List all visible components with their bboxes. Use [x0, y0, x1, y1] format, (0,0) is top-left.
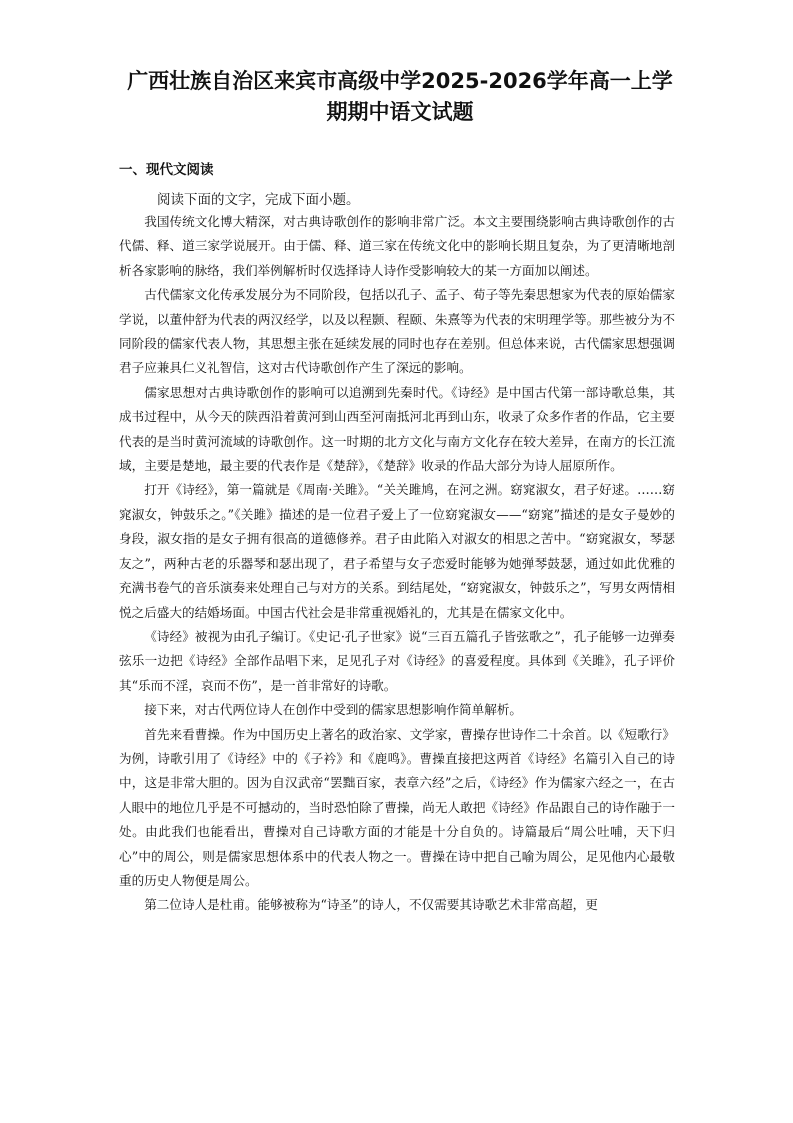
document-title	[100, 66, 700, 128]
paragraph: 接下来，对古代两位诗人在创作中受到的儒家思想影响作简单解析。	[144, 702, 522, 718]
paragraph: 第二位诗人是杜甫。能够被称为“诗圣”的诗人，不仅需要其诗歌艺术非常高超，更	[144, 897, 598, 913]
reading-passage	[119, 210, 675, 918]
paragraph: 我国传统文化博大精深，对古典诗歌创作的影响非常广泛。本文主要围绕影响古典诗歌创作的古代儒、释、道三家学说展开。由于儒、释、道三家在传统文化中的影响长期且复杂，为了更清晰地剖析各家影响的脉络，我们举例解析时仅选择诗人诗作受影响较大的某一方面加以阐述。	[119, 214, 675, 278]
paragraph: 首先来看曹操。作为中国历史上著名的政治家、文学家，曹操存世诗作二十余首。以《短歌行》为例，诗歌引用了《诗经》中的《子衿》和《鹿鸣》。曹操直接把这两首《诗经》名篇引入自己的诗中，这是非常大胆的。因为自汉武帝“罢黜百家，表章六经”之后，《诗经》作为儒家六经之一，在古人眼中的地位几乎是不可撼动的，当时恐怕除了曹操，尚无人敢把《诗经》作品跟自己的诗作融于一处。由此我们也能看出，曹操对自己诗歌方面的才能是十分自负的。诗篇最后“周公吐哺，天下归心”中的周公，则是儒家思想体系中的代表人物之一。曹操在诗中把自己喻为周公，足见他内心最敬重的历史人物便是周公。	[119, 726, 675, 888]
paragraph: 打开《诗经》，第一篇就是《周南·关雎》。“关关雎鸠，在河之洲。窈窕淑女，君子好逑。……窈窕淑女，钟鼓乐之。”《关雎》描述的是一位君子爱上了一位窈窕淑女——“窈窕”描述的是女子曼妙的身段，淑女指的是女子拥有很高的道德修养。君子由此陷入对淑女的相思之苦中。“窈窕淑女，琴瑟友之”，两种古老的乐器琴和瑟出现了，君子希望与女子恋爱时能够为她弹琴鼓瑟，通过如此优雅的充满书卷气的音乐演奏来处理自己与对方的关系。到结尾处，“窈窕淑女，钟鼓乐之”，写男女两情相悦之后盛大的结婚场面。中国古代社会是非常重视婚礼的，尤其是在儒家文化中。	[119, 482, 675, 620]
paragraph: 古代儒家文化传承发展分为不同阶段，包括以孔子、孟子、荀子等先秦思想家为代表的原始儒家学说，以董仲舒为代表的两汉经学，以及以程颢、程颐、朱熹等为代表的宋明理学等。那些被分为不同阶段的儒家代表人物，其思想主张在延续发展的同时也存在差别。但总体来说，古代儒家思想强调君子应兼具仁义礼智信，这对古代诗歌创作产生了深远的影响。	[119, 287, 675, 376]
title-line-1: 广西壮族自治区来宾市高级中学2025-2026学年高一上学	[127, 69, 673, 93]
paragraph: 《诗经》被视为由孔子编订。《史记·孔子世家》说“三百五篇孔子皆弦歌之”，孔子能够一边弹奏弦乐一边把《诗经》全部作品唱下来，足见孔子对《诗经》的喜爱程度。具体到《关雎》，孔子评价其“乐而不淫，哀而不伤”，是一首非常好的诗歌。	[119, 628, 675, 693]
reading-instruction: 阅读下面的文字，完成下面小题。	[157, 192, 360, 208]
section-heading: 一、现代文阅读	[119, 162, 214, 178]
paragraph: 儒家思想对古典诗歌创作的影响可以追溯到先秦时代。《诗经》是中国古代第一部诗歌总集，其成书过程中，从今天的陕西沿着黄河到山西至河南抵河北再到山东，收录了众多作者的作品，它主要代表的是当时黄河流域的诗歌创作。这一时期的北方文化与南方文化存在较大差异，在南方的长江流域，主要是楚地，最主要的代表作是《楚辞》，《楚辞》收录的作品大部分为诗人屈原所作。	[119, 384, 675, 474]
title-line-2: 期期中语文试题	[326, 100, 474, 124]
